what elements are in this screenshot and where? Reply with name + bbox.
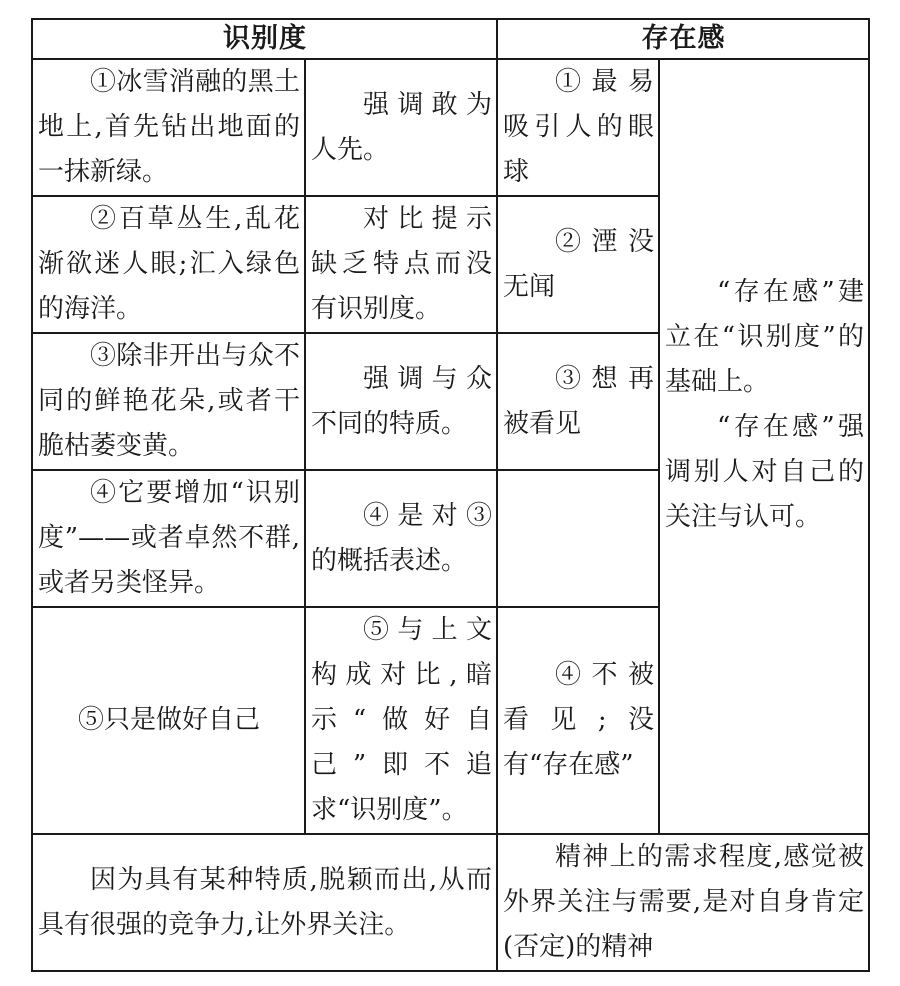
presence-cell: [497, 470, 659, 607]
analysis-cell: 对比提示缺乏特点而没有识别度。: [305, 196, 497, 333]
header-recognition: 识别度: [32, 19, 497, 59]
header-presence: 存在感: [497, 19, 869, 59]
presence-cell: ④不被看见;没有“存在感”: [497, 607, 659, 834]
example-cell: ⑤只是做好自己: [32, 607, 305, 834]
side-note-para1: “存在感”建立在“识别度”的基础上。: [665, 277, 864, 397]
analysis-cell: 强调敢为人先。: [305, 59, 497, 196]
summary-row: [32, 834, 869, 971]
summary-presence-cell: 精神上的需求程度,感觉被外界关注与需要,是对自身肯定(否定)的精神: [497, 834, 869, 971]
summary-recognition-cell: 因为具有某种特质,脱颖而出,从而具有很强的竞争力,让外界关注。: [32, 834, 497, 971]
table-row: [32, 59, 869, 196]
example-cell: ①冰雪消融的黑土地上,首先钻出地面的一抹新绿。: [32, 59, 305, 196]
header-row: [32, 19, 869, 59]
presence-cell: ③想再被看见: [497, 333, 659, 470]
side-note-cell: [659, 59, 869, 834]
presence-cell: ①最易吸引人的眼球: [497, 59, 659, 196]
side-note-para2: “存在感”强调别人对自己的关注与认可。: [665, 412, 864, 532]
comparison-table: [31, 18, 870, 972]
analysis-cell: 强调与众不同的特质。: [305, 333, 497, 470]
comparison-table-wrapper: [31, 18, 868, 972]
presence-cell: ②湮没无闻: [497, 196, 659, 333]
example-cell: ②百草丛生,乱花渐欲迷人眼;汇入绿色的海洋。: [32, 196, 305, 333]
example-cell: ④它要增加“识别度”——或者卓然不群,或者另类怪异。: [32, 470, 305, 607]
example-cell: ③除非开出与众不同的鲜艳花朵,或者干脆枯萎变黄。: [32, 333, 305, 470]
analysis-cell: ④是对③的概括表述。: [305, 470, 497, 607]
analysis-cell: ⑤与上文构成对比,暗示“做好自己”即不追求“识别度”。: [305, 607, 497, 834]
